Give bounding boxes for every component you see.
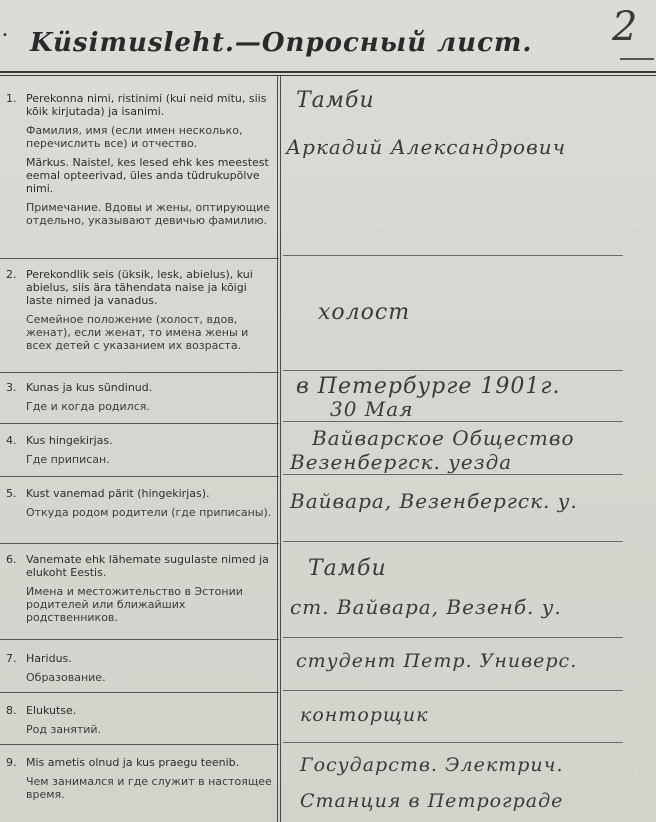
note-text-ru: Примечание. Вдовы и жены, оптирующие отдельно, указывают девичью фамилию. bbox=[26, 201, 271, 227]
question-text-et: Kunas ja kus sündinud. bbox=[26, 381, 153, 394]
question-text-ru: Чем занимался и где служит в настоящее время. bbox=[26, 775, 272, 801]
question-row-9 bbox=[6, 756, 274, 807]
answer-rule bbox=[283, 255, 623, 256]
answer-4-line-2: Везенбергск. уезда bbox=[290, 450, 513, 474]
row-divider bbox=[0, 639, 279, 640]
column-separator bbox=[277, 76, 278, 822]
answer-4-line-1: Вайварское Общество bbox=[312, 426, 575, 450]
header-rule bbox=[0, 71, 656, 73]
question-text-ru: Фамилия, имя (если имен несколько, перечислить все) и отчество. bbox=[26, 124, 243, 150]
answer-1-line-1: Тамби bbox=[296, 88, 375, 113]
question-text-et: Elukutse. bbox=[26, 704, 77, 717]
answer-6-line-1: Тамби bbox=[308, 556, 387, 581]
answer-rule bbox=[283, 690, 623, 691]
question-row-8 bbox=[6, 704, 274, 742]
question-number: 4. bbox=[6, 434, 17, 447]
row-divider bbox=[0, 423, 279, 424]
question-number: 9. bbox=[6, 756, 17, 769]
question-number: 7. bbox=[6, 652, 17, 665]
question-row-1 bbox=[6, 92, 274, 233]
question-row-6 bbox=[6, 553, 274, 630]
answer-rule bbox=[283, 370, 623, 371]
question-number: 8. bbox=[6, 704, 17, 717]
answer-9-line-1: Государств. Электрич. bbox=[300, 754, 564, 776]
answer-9-line-2: Станция в Петрограде bbox=[300, 790, 564, 812]
question-text-ru: Род занятий. bbox=[26, 723, 102, 736]
header-rule-inner bbox=[0, 75, 656, 76]
row-divider bbox=[0, 372, 279, 373]
sheet-number-underline bbox=[620, 58, 654, 60]
question-text-ru: Семейное положение (холост, вдов, женат), если женат, то имена жены и всех детей с указанием их возраста. bbox=[26, 313, 249, 352]
row-divider bbox=[0, 476, 279, 477]
question-text-ru: Где приписан. bbox=[26, 453, 110, 466]
question-text-et: Haridus. bbox=[26, 652, 72, 665]
question-text-et: Kust vanemad pärit (hingekirjas). bbox=[26, 487, 210, 500]
answer-rule bbox=[283, 541, 623, 542]
answer-6-line-2: ст. Вайвара, Везенб. у. bbox=[290, 595, 562, 619]
question-text-ru: Образование. bbox=[26, 671, 106, 684]
form-title: Küsimusleht.—Опросный лист. bbox=[30, 28, 533, 58]
question-number: 3. bbox=[6, 381, 17, 394]
question-text-et: Perekondlik seis (üksik, lesk, abielus), kui abielus, siis ära tähendata naise ja kõigi laste nimed ja vanadus. bbox=[26, 268, 253, 307]
answer-3-line-1: в Петербурге 1901г. bbox=[296, 374, 561, 399]
question-row-4 bbox=[6, 434, 274, 472]
question-text-et: Perekonna nimi, ristinimi (kui neid mitu, siis kõik kirjutada) ja isanimi. bbox=[26, 92, 267, 118]
question-number: 2. bbox=[6, 268, 17, 281]
margin-mark: • bbox=[2, 30, 8, 41]
row-divider bbox=[0, 258, 279, 259]
answer-1-line-2: Аркадий Александрович bbox=[286, 135, 567, 159]
answer-rule bbox=[283, 637, 623, 638]
answer-rule bbox=[283, 742, 623, 743]
answer-rule bbox=[283, 421, 623, 422]
note-text-et: Märkus. Naistel, kes lesed ehk kes meestest eemal opteerivad, üles anda tüdrukupõlve nimi. bbox=[26, 156, 269, 195]
question-row-7 bbox=[6, 652, 274, 690]
question-text-ru: Откуда родом родители (где приписаны). bbox=[26, 506, 272, 519]
question-text-ru: Имена и местожительство в Эстонии родителей или ближайших родственников. bbox=[26, 585, 243, 624]
answer-2: холост bbox=[318, 300, 411, 325]
question-row-3 bbox=[6, 381, 274, 419]
question-text-ru: Где и когда родился. bbox=[26, 400, 150, 413]
question-number: 6. bbox=[6, 553, 17, 566]
row-divider bbox=[0, 692, 279, 693]
column-separator-inner bbox=[280, 76, 281, 822]
answer-rule bbox=[283, 474, 623, 475]
question-number: 5. bbox=[6, 487, 17, 500]
row-divider bbox=[0, 744, 279, 745]
answer-7: студент Петр. Универс. bbox=[296, 650, 578, 672]
question-row-5 bbox=[6, 487, 274, 525]
sheet-number: 2 bbox=[612, 4, 638, 50]
question-row-2 bbox=[6, 268, 274, 358]
question-text-et: Mis ametis olnud ja kus praegu teenib. bbox=[26, 756, 240, 769]
answer-3-line-2: 30 Мая bbox=[330, 397, 414, 421]
answer-8: конторщик bbox=[300, 704, 429, 726]
question-text-et: Kus hingekirjas. bbox=[26, 434, 113, 447]
question-number: 1. bbox=[6, 92, 17, 105]
question-text-et: Vanemate ehk lähemate sugulaste nimed ja elukoht Eestis. bbox=[26, 553, 269, 579]
answer-5: Вайвара, Везенбергск. у. bbox=[290, 489, 578, 513]
row-divider bbox=[0, 543, 279, 544]
